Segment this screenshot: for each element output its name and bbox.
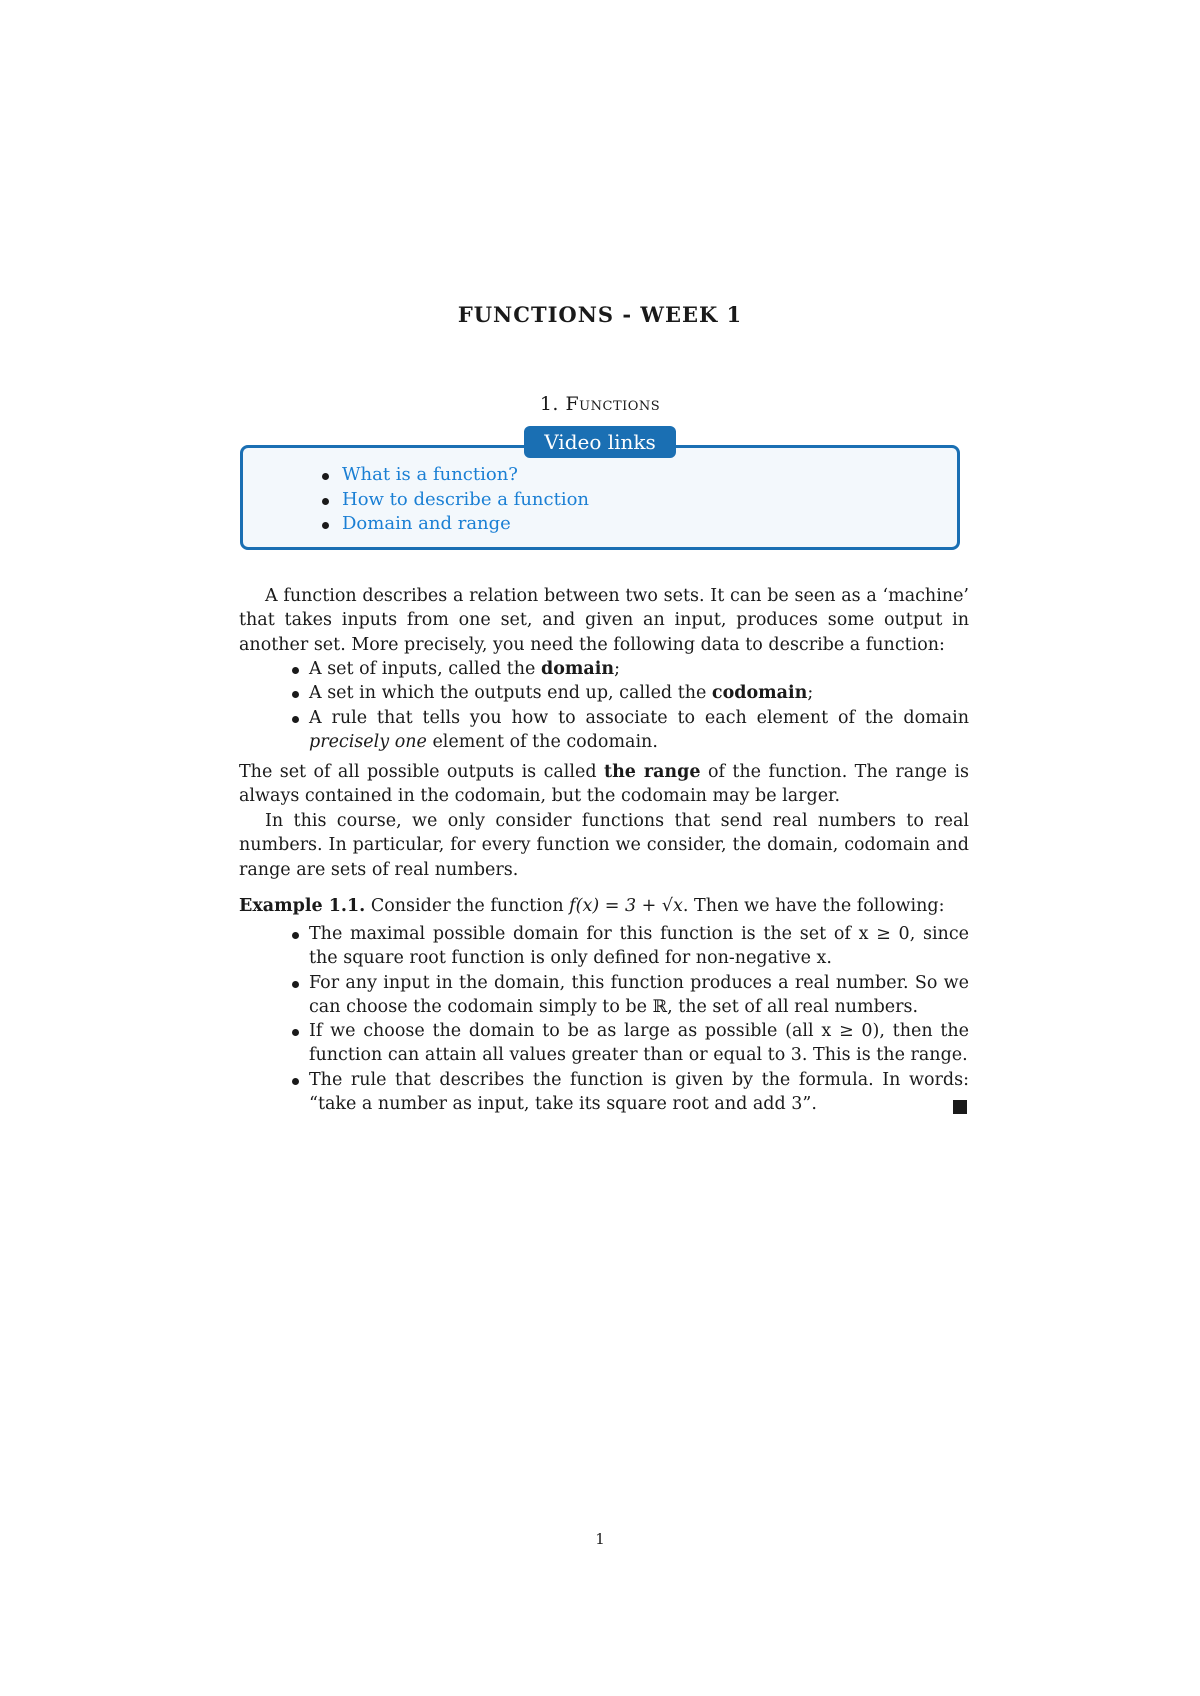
qed-square-icon bbox=[953, 1100, 967, 1114]
example-formula: f(x) = 3 + √x bbox=[569, 896, 683, 916]
list-item: If we choose the domain to be as large as possible (all x ≥ 0), then the function can attain all values greater than or equal to 3. This is the range. bbox=[239, 1019, 969, 1068]
page-number: 1 bbox=[595, 1530, 605, 1548]
bullet-text: A set in which the outputs end up, called the bbox=[309, 683, 712, 704]
list-item bbox=[322, 463, 589, 488]
example-intro bbox=[239, 894, 969, 918]
list-item bbox=[239, 657, 969, 681]
bullet-text: ; bbox=[807, 683, 814, 704]
list-item: The maximal possible domain for this function is the set of x ≥ 0, since the square root function is only defined for non-negative x. bbox=[239, 922, 969, 971]
term-codomain: codomain bbox=[711, 683, 808, 704]
intro-paragraph: A function describes a relation between two sets. It can be seen as a ‘machine’ that takes inputs from one set, and given an input, produces some output in another set. More precisely, you need the following data to describe a function: bbox=[239, 586, 969, 655]
list-item: For any input in the domain, this function produces a real number. So we can choose the codomain simply to be ℝ, the set of all real numbers. bbox=[239, 971, 969, 1020]
video-links-tab: Video links bbox=[524, 426, 676, 458]
video-links-list bbox=[322, 463, 589, 537]
range-paragraph bbox=[239, 760, 969, 809]
section-heading: 1. Functions bbox=[539, 393, 661, 415]
video-link-how-to-describe[interactable]: How to describe a function bbox=[342, 488, 590, 510]
emphasis-precisely-one: precisely one bbox=[309, 731, 427, 752]
example-label: Example 1.1. bbox=[239, 896, 366, 916]
paragraph-text: of the function. The range is always contained in the codomain, but the codomain may be larger. bbox=[239, 762, 970, 807]
list-item bbox=[239, 706, 969, 755]
list-item: The rule that describes the function is given by the formula. In words: “take a number as input, take its square root and add 3”. bbox=[239, 1068, 969, 1117]
term-domain: domain bbox=[540, 659, 615, 679]
list-item bbox=[239, 681, 969, 705]
paragraph-text: The set of all possible outputs is called bbox=[239, 762, 604, 782]
bullet-text: A rule that tells you how to associate to each element of the domain bbox=[309, 707, 969, 728]
list-item bbox=[322, 488, 589, 513]
bullet-text: element of the codomain. bbox=[426, 731, 658, 752]
list-item bbox=[322, 512, 589, 537]
example-text: Consider the function bbox=[370, 896, 570, 916]
bullet-text: A set of inputs, called the bbox=[309, 659, 541, 679]
document-title: FUNCTIONS - WEEK 1 bbox=[457, 302, 743, 327]
example-text: . Then we have the following: bbox=[682, 896, 945, 916]
function-data-list bbox=[239, 657, 969, 754]
video-link-what-is-a-function[interactable]: What is a function? bbox=[342, 464, 518, 485]
course-paragraph: In this course, we only consider functions that send real numbers to real numbers. In particular, for every function we consider, the domain, codomain and range are sets of real numbers. bbox=[239, 811, 969, 880]
term-range: the range bbox=[603, 762, 701, 782]
video-link-domain-and-range[interactable]: Domain and range bbox=[342, 513, 511, 534]
example-list bbox=[239, 922, 969, 1116]
bullet-text: ; bbox=[614, 659, 621, 679]
